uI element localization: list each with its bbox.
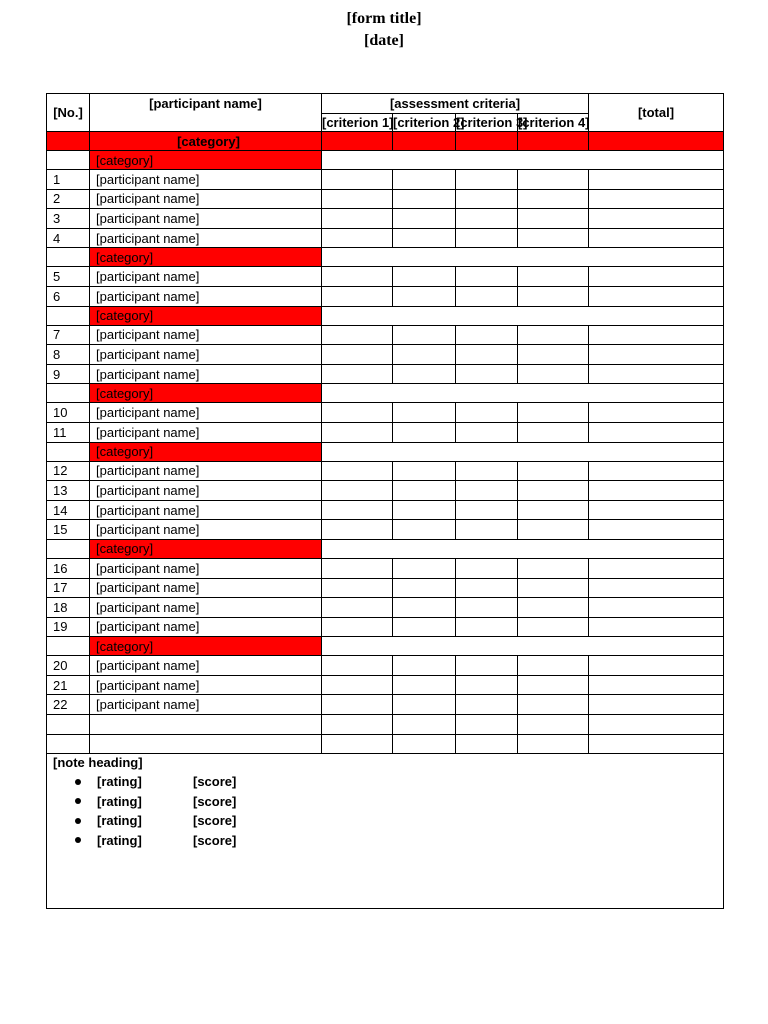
participant-no: 17	[47, 578, 90, 598]
nb-list	[53, 772, 723, 850]
col-header-pos-1: [criterion 1]	[322, 115, 394, 130]
score-pos-2[interactable]	[393, 598, 456, 618]
score-pos-1[interactable]	[322, 695, 393, 715]
category-label: [category]	[90, 248, 322, 267]
score-pos-3[interactable]	[456, 189, 518, 209]
participant-name: [participant name]	[90, 558, 322, 578]
table-row	[47, 500, 724, 520]
col-header-pos-4: [criterion 4]	[518, 115, 590, 130]
score-pos-1[interactable]	[322, 325, 393, 345]
score-pos-3[interactable]	[456, 617, 518, 637]
col-header-no: [No.]	[47, 94, 90, 132]
table-row	[47, 715, 724, 735]
score-total[interactable]	[589, 422, 724, 442]
bullet-icon	[75, 779, 81, 785]
form-title: [form title]	[346, 10, 422, 27]
score-total[interactable]	[589, 715, 724, 735]
score-total[interactable]	[589, 345, 724, 365]
score-total[interactable]	[589, 734, 724, 754]
score-pos-2[interactable]	[393, 345, 456, 365]
score-pos-1[interactable]	[322, 715, 393, 735]
participant-no	[47, 734, 90, 754]
participant-name: [participant name]	[90, 209, 322, 229]
table-row	[47, 403, 724, 423]
participant-no: 6	[47, 286, 90, 306]
score-pos-2[interactable]	[393, 189, 456, 209]
participant-no: 1	[47, 170, 90, 190]
score-pos-3[interactable]	[456, 656, 518, 676]
score-pos-4[interactable]	[518, 345, 589, 365]
score-pos-2[interactable]	[393, 170, 456, 190]
score-pos-2[interactable]	[393, 403, 456, 423]
col-header-nama-peserta: [participant name]	[90, 94, 322, 132]
score-pos-3[interactable]	[456, 170, 518, 190]
participant-no: 10	[47, 403, 90, 423]
category-label: [category]	[90, 539, 322, 558]
score-pos-3[interactable]	[456, 422, 518, 442]
participant-no: 11	[47, 422, 90, 442]
category-row	[47, 539, 724, 558]
score-pos-1[interactable]	[322, 520, 393, 540]
col-header-kriteria: [assessment criteria]	[322, 94, 589, 114]
score-pos-4[interactable]	[518, 481, 589, 501]
table-row	[47, 695, 724, 715]
category-spacer-cell	[322, 248, 724, 267]
category-no-cell	[47, 442, 90, 461]
score-pos-4[interactable]	[518, 189, 589, 209]
col-header-total-nilai: [total]	[589, 94, 724, 132]
banner-cell	[456, 132, 518, 151]
category-banner-row	[47, 132, 724, 151]
score-pos-1[interactable]	[322, 364, 393, 384]
participant-name: [participant name]	[90, 403, 322, 423]
category-no-cell	[47, 637, 90, 656]
score-pos-3[interactable]	[456, 715, 518, 735]
score-total[interactable]	[589, 209, 724, 229]
nb-item-score: [score]	[193, 832, 237, 848]
participant-name: [participant name]	[90, 170, 322, 190]
score-pos-4[interactable]	[518, 403, 589, 423]
table-row	[47, 558, 724, 578]
score-pos-4[interactable]	[518, 422, 589, 442]
category-banner-label: [category]	[90, 132, 322, 151]
participant-name: [participant name]	[90, 481, 322, 501]
category-spacer-cell	[322, 539, 724, 558]
score-pos-3[interactable]	[456, 267, 518, 287]
score-pos-1[interactable]	[322, 734, 393, 754]
table-row	[47, 422, 724, 442]
table-row	[47, 345, 724, 365]
participant-no: 22	[47, 695, 90, 715]
score-pos-4[interactable]	[518, 715, 589, 735]
score-pos-3[interactable]	[456, 403, 518, 423]
nb-item-label: [rating]	[97, 813, 142, 829]
table-row	[47, 578, 724, 598]
participant-name: [participant name]	[90, 656, 322, 676]
score-pos-3[interactable]	[456, 461, 518, 481]
participant-name: [participant name]	[90, 228, 322, 248]
category-no-cell	[47, 384, 90, 403]
nb-item-label: [rating]	[97, 832, 142, 848]
score-pos-4[interactable]	[518, 520, 589, 540]
participant-name: [participant name]	[90, 598, 322, 618]
score-total[interactable]	[589, 578, 724, 598]
score-pos-2[interactable]	[393, 656, 456, 676]
participant-no: 7	[47, 325, 90, 345]
nb-section	[47, 754, 724, 909]
table-row	[47, 209, 724, 229]
col-header-pos-2: [criterion 2]	[393, 115, 465, 130]
score-pos-3[interactable]	[456, 228, 518, 248]
score-pos-1[interactable]	[322, 675, 393, 695]
table-row	[47, 170, 724, 190]
score-total[interactable]	[589, 481, 724, 501]
participant-name: [participant name]	[90, 675, 322, 695]
participant-no: 3	[47, 209, 90, 229]
category-label: [category]	[90, 306, 322, 325]
score-pos-2[interactable]	[393, 520, 456, 540]
score-pos-3[interactable]	[456, 364, 518, 384]
participant-name: [participant name]	[90, 286, 322, 306]
table-row	[47, 520, 724, 540]
score-total[interactable]	[589, 228, 724, 248]
table-row	[47, 656, 724, 676]
score-pos-3[interactable]	[456, 675, 518, 695]
nb-title: [note heading]	[53, 755, 143, 771]
score-pos-2[interactable]	[393, 481, 456, 501]
nb-item-label: [rating]	[97, 774, 142, 790]
score-pos-4[interactable]	[518, 734, 589, 754]
score-pos-3[interactable]	[456, 520, 518, 540]
score-pos-3[interactable]	[456, 500, 518, 520]
score-total[interactable]	[589, 558, 724, 578]
nb-item	[75, 792, 723, 811]
category-no-cell	[47, 151, 90, 170]
participant-no: 18	[47, 598, 90, 618]
score-total[interactable]	[589, 520, 724, 540]
score-pos-1[interactable]	[322, 189, 393, 209]
category-row	[47, 306, 724, 325]
participant-name: [participant name]	[90, 364, 322, 384]
bullet-icon	[75, 798, 81, 804]
participant-no: 16	[47, 558, 90, 578]
category-no-cell	[47, 248, 90, 267]
score-pos-2[interactable]	[393, 461, 456, 481]
score-pos-4[interactable]	[518, 461, 589, 481]
score-pos-1[interactable]	[322, 578, 393, 598]
score-pos-2[interactable]	[393, 617, 456, 637]
participant-name: [participant name]	[90, 578, 322, 598]
score-pos-4[interactable]	[518, 695, 589, 715]
table-row	[47, 364, 724, 384]
score-pos-2[interactable]	[393, 364, 456, 384]
score-pos-2[interactable]	[393, 715, 456, 735]
score-pos-1[interactable]	[322, 656, 393, 676]
participant-name: [participant name]	[90, 267, 322, 287]
score-total[interactable]	[589, 695, 724, 715]
banner-cell	[47, 132, 90, 151]
category-spacer-cell	[322, 637, 724, 656]
assessment-table	[46, 93, 724, 909]
score-total[interactable]	[589, 500, 724, 520]
participant-no: 14	[47, 500, 90, 520]
score-pos-1[interactable]	[322, 617, 393, 637]
score-pos-2[interactable]	[393, 578, 456, 598]
score-pos-3[interactable]	[456, 345, 518, 365]
score-pos-4[interactable]	[518, 656, 589, 676]
score-pos-3[interactable]	[456, 286, 518, 306]
score-pos-4[interactable]	[518, 500, 589, 520]
form-date: [date]	[364, 32, 404, 49]
participant-name: [participant name]	[90, 422, 322, 442]
category-row	[47, 637, 724, 656]
score-total[interactable]	[589, 461, 724, 481]
category-label: [category]	[90, 637, 322, 656]
score-total[interactable]	[589, 189, 724, 209]
score-pos-1[interactable]	[322, 286, 393, 306]
participant-name: [participant name]	[90, 695, 322, 715]
score-pos-4[interactable]	[518, 170, 589, 190]
table-row	[47, 267, 724, 287]
banner-cell	[518, 132, 589, 151]
category-row	[47, 384, 724, 403]
category-spacer-cell	[322, 442, 724, 461]
participant-name	[90, 734, 322, 754]
score-pos-3[interactable]	[456, 481, 518, 501]
score-pos-4[interactable]	[518, 228, 589, 248]
score-pos-1[interactable]	[322, 345, 393, 365]
score-pos-1[interactable]	[322, 403, 393, 423]
score-pos-2[interactable]	[393, 734, 456, 754]
score-pos-2[interactable]	[393, 422, 456, 442]
participant-no: 19	[47, 617, 90, 637]
table-row	[47, 617, 724, 637]
score-pos-1[interactable]	[322, 228, 393, 248]
table-row	[47, 228, 724, 248]
nb-item-score: [score]	[193, 813, 237, 829]
score-total[interactable]	[589, 617, 724, 637]
category-row	[47, 151, 724, 170]
table-body	[47, 132, 724, 754]
col-header-pos-3: [criterion 3]	[456, 115, 528, 130]
participant-no: 13	[47, 481, 90, 501]
table-row	[47, 461, 724, 481]
score-pos-2[interactable]	[393, 228, 456, 248]
score-pos-4[interactable]	[518, 617, 589, 637]
score-pos-3[interactable]	[456, 325, 518, 345]
bullet-icon	[75, 837, 81, 843]
table-row	[47, 481, 724, 501]
score-pos-4[interactable]	[518, 286, 589, 306]
category-spacer-cell	[322, 306, 724, 325]
nb-item	[75, 811, 723, 830]
score-pos-1[interactable]	[322, 209, 393, 229]
nb-item-score: [score]	[193, 774, 237, 790]
score-total[interactable]	[589, 598, 724, 618]
score-pos-4[interactable]	[518, 675, 589, 695]
participant-no: 5	[47, 267, 90, 287]
category-label: [category]	[90, 442, 322, 461]
score-pos-3[interactable]	[456, 734, 518, 754]
table-row	[47, 598, 724, 618]
score-pos-1[interactable]	[322, 558, 393, 578]
table-row	[47, 675, 724, 695]
score-pos-4[interactable]	[518, 267, 589, 287]
score-pos-3[interactable]	[456, 209, 518, 229]
participant-no: 2	[47, 189, 90, 209]
score-pos-4[interactable]	[518, 209, 589, 229]
score-pos-1[interactable]	[322, 422, 393, 442]
bullet-icon	[75, 818, 81, 824]
table-row	[47, 286, 724, 306]
score-total[interactable]	[589, 170, 724, 190]
score-total[interactable]	[589, 325, 724, 345]
category-row	[47, 248, 724, 267]
nb-item-label: [rating]	[97, 793, 142, 809]
category-no-cell	[47, 306, 90, 325]
score-total[interactable]	[589, 267, 724, 287]
nb-item	[75, 830, 723, 849]
score-pos-4[interactable]	[518, 364, 589, 384]
participant-no: 9	[47, 364, 90, 384]
score-pos-4[interactable]	[518, 325, 589, 345]
score-pos-3[interactable]	[456, 578, 518, 598]
score-pos-2[interactable]	[393, 286, 456, 306]
participant-no: 12	[47, 461, 90, 481]
participant-name: [participant name]	[90, 189, 322, 209]
score-pos-3[interactable]	[456, 598, 518, 618]
category-spacer-cell	[322, 151, 724, 170]
score-pos-3[interactable]	[456, 695, 518, 715]
score-pos-1[interactable]	[322, 170, 393, 190]
participant-no: 20	[47, 656, 90, 676]
score-pos-1[interactable]	[322, 598, 393, 618]
score-pos-2[interactable]	[393, 500, 456, 520]
score-pos-2[interactable]	[393, 209, 456, 229]
score-pos-2[interactable]	[393, 695, 456, 715]
category-row	[47, 442, 724, 461]
score-pos-3[interactable]	[456, 558, 518, 578]
score-pos-4[interactable]	[518, 558, 589, 578]
category-no-cell	[47, 539, 90, 558]
banner-cell	[393, 132, 456, 151]
table-row	[47, 734, 724, 754]
participant-no	[47, 715, 90, 735]
nb-item	[75, 772, 723, 791]
score-pos-2[interactable]	[393, 325, 456, 345]
participant-name: [participant name]	[90, 520, 322, 540]
participant-name: [participant name]	[90, 461, 322, 481]
score-total[interactable]	[589, 675, 724, 695]
score-pos-2[interactable]	[393, 558, 456, 578]
participant-no: 4	[47, 228, 90, 248]
participant-name	[90, 715, 322, 735]
participant-no: 21	[47, 675, 90, 695]
participant-name: [participant name]	[90, 325, 322, 345]
category-spacer-cell	[322, 384, 724, 403]
participant-name: [participant name]	[90, 500, 322, 520]
score-pos-1[interactable]	[322, 500, 393, 520]
category-label: [category]	[90, 151, 322, 170]
category-label: [category]	[90, 384, 322, 403]
score-pos-2[interactable]	[393, 267, 456, 287]
banner-cell	[322, 132, 393, 151]
score-pos-1[interactable]	[322, 267, 393, 287]
score-pos-4[interactable]	[518, 598, 589, 618]
participant-no: 15	[47, 520, 90, 540]
score-total[interactable]	[589, 403, 724, 423]
table-row	[47, 325, 724, 345]
score-pos-2[interactable]	[393, 675, 456, 695]
participant-name: [participant name]	[90, 617, 322, 637]
score-total[interactable]	[589, 286, 724, 306]
participant-no: 8	[47, 345, 90, 365]
banner-cell	[589, 132, 724, 151]
score-pos-1[interactable]	[322, 461, 393, 481]
score-total[interactable]	[589, 364, 724, 384]
nb-item-score: [score]	[193, 793, 237, 809]
participant-name: [participant name]	[90, 345, 322, 365]
score-pos-1[interactable]	[322, 481, 393, 501]
table-row	[47, 189, 724, 209]
score-pos-4[interactable]	[518, 578, 589, 598]
score-total[interactable]	[589, 656, 724, 676]
